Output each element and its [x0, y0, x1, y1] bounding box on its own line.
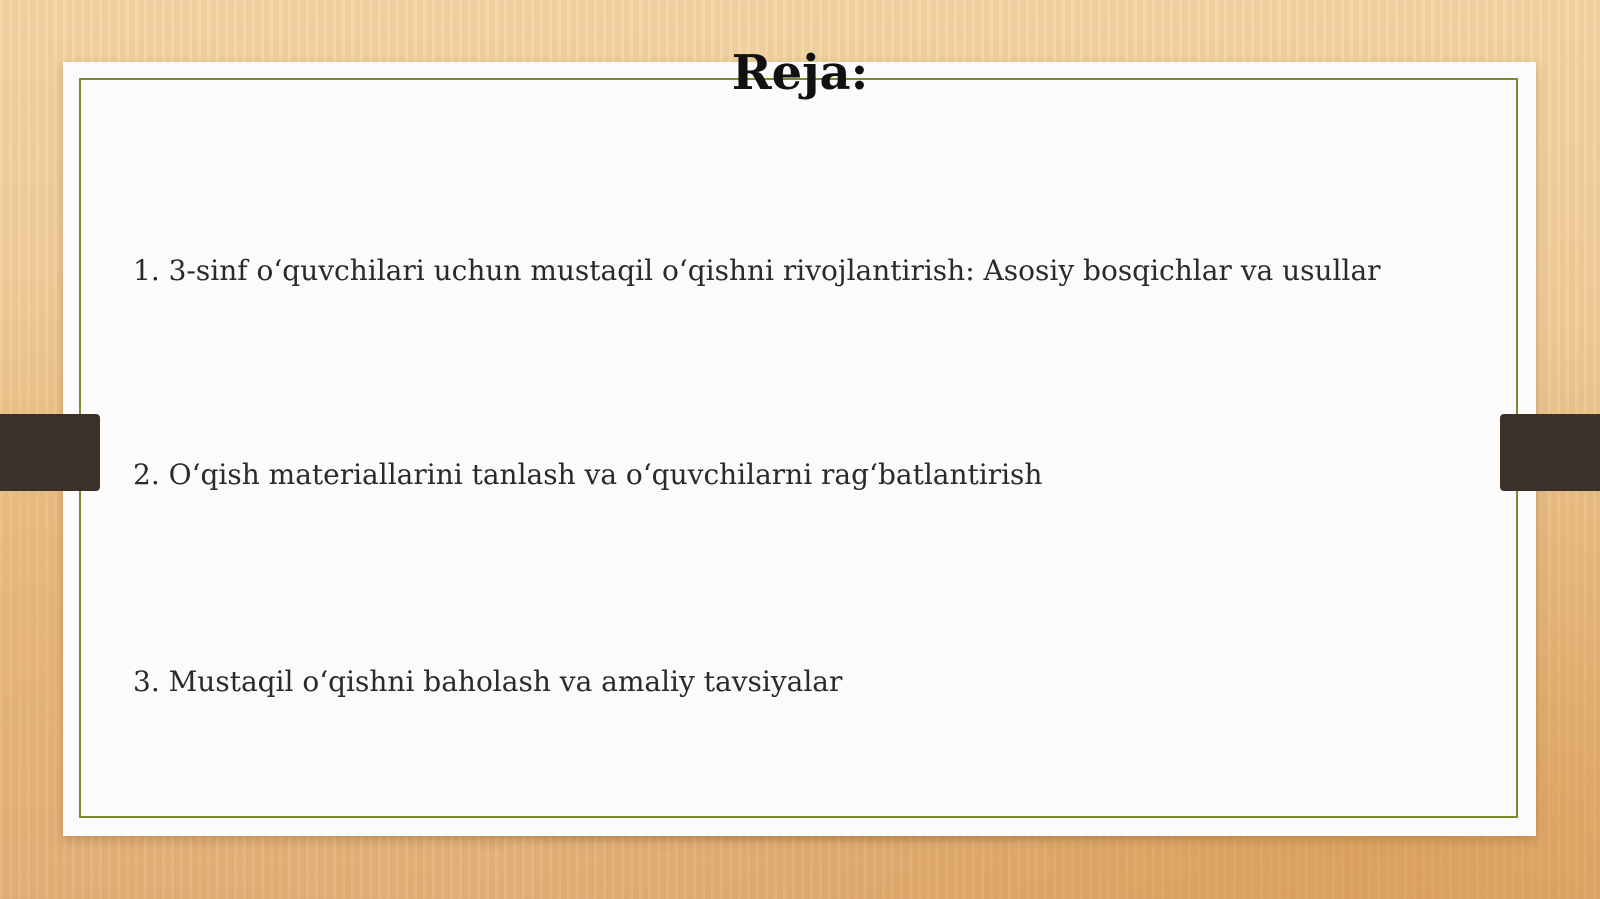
slide-title: Reja:	[731, 45, 869, 101]
right-binder-tab	[1500, 414, 1600, 491]
slide-frame	[79, 78, 1518, 818]
left-binder-tab	[0, 414, 100, 491]
plan-item-2: 2. O‘qish materiallarini tanlash va o‘quvchilarni rag‘batlantirish	[133, 458, 1043, 491]
plan-item-1: 1. 3-sinf o‘quvchilari uchun mustaqil o‘qishni rivojlantirish: Asosiy bosqichlar va usullar	[133, 254, 1381, 287]
plan-item-3: 3. Mustaqil o‘qishni baholash va amaliy tavsiyalar	[133, 665, 843, 698]
